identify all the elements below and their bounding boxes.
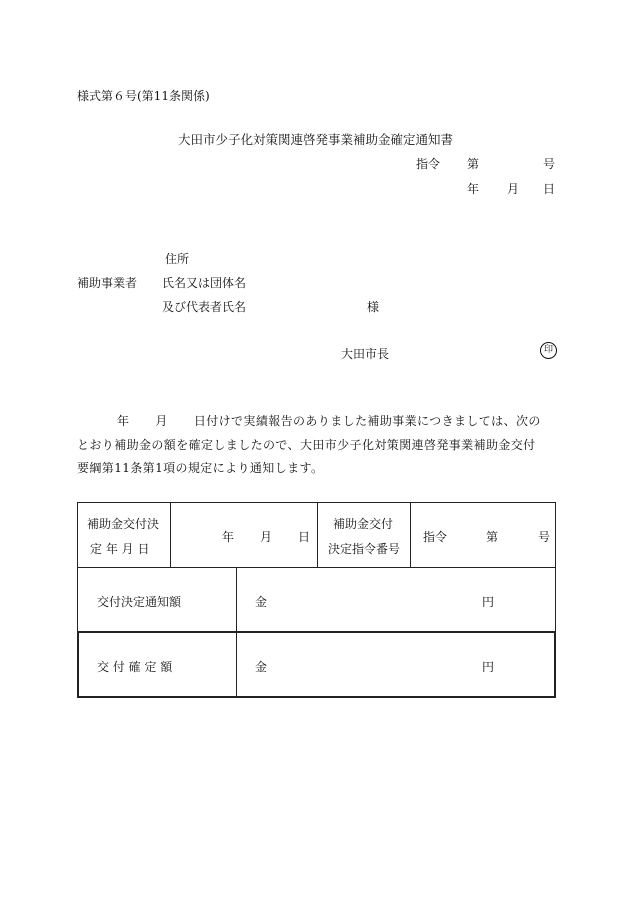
table-row-divider-1 [77, 567, 556, 568]
confirmed-amount-yen: 円 [482, 660, 495, 674]
body-month: 月 [155, 414, 168, 428]
representative-label: 及び代表者氏名 [162, 300, 247, 314]
issuer-name: 大田市長 [341, 347, 390, 361]
doc-number-prefix: 指令 [416, 157, 441, 171]
decision-number-dai: 第 [486, 530, 499, 544]
document-title: 大田市少子化対策関連啓発事業補助金確定通知書 [178, 132, 454, 147]
amount-table [77, 502, 556, 698]
doc-date-month: 月 [507, 182, 520, 196]
body-line-2: とおり補助金の額を確定しましたので、大田市少子化対策関連啓発事業補助金交付 [77, 437, 536, 452]
bold-row-bottom [77, 696, 556, 698]
doc-date-day: 日 [543, 182, 556, 196]
decision-number-prefix: 指令 [423, 530, 448, 544]
decision-date-year: 年 [222, 530, 235, 544]
decision-date-day: 日 [298, 530, 311, 544]
body-year: 年 [117, 414, 130, 428]
bold-row-right [554, 631, 556, 698]
table-col-divider-a [170, 502, 171, 567]
doc-date-year: 年 [467, 182, 480, 196]
body-line-1 [77, 410, 557, 434]
body-text [77, 410, 557, 481]
bold-row-top [77, 631, 556, 633]
notified-amount-yen: 円 [482, 595, 495, 609]
decision-number-label-1: 補助金交付 [333, 517, 394, 531]
name-label: 氏名又は団体名 [162, 276, 247, 290]
bold-row-left [77, 631, 79, 698]
decision-number-go: 号 [538, 530, 551, 544]
address-label: 住所 [165, 252, 190, 266]
seal-icon: 印 [540, 342, 557, 359]
body-line-1-rest: 日付けで実績報告のありました補助事業につきましては、次の [193, 414, 541, 428]
doc-number-dai: 第 [467, 157, 480, 171]
table-col-divider-b [317, 502, 318, 567]
confirmed-amount-label: 交 付 確 定 額 [97, 660, 173, 674]
decision-date-month: 月 [260, 530, 273, 544]
decision-number-label-2: 決定指令番号 [328, 542, 401, 556]
business-label: 補助事業者 [77, 276, 138, 290]
honorific: 様 [367, 300, 380, 314]
table-col-divider-c [410, 502, 411, 567]
doc-number-go: 号 [543, 157, 556, 171]
notified-amount-label: 交付決定通知額 [97, 595, 182, 609]
notified-amount-kin: 金 [255, 595, 268, 609]
decision-date-label-1: 補助金交付決 [87, 517, 160, 531]
body-line-3: 要綱第11条第1項の規定により通知します。 [77, 461, 324, 475]
decision-date-label-2: 定 年 月 日 [90, 542, 150, 556]
confirmed-amount-kin: 金 [255, 660, 268, 674]
form-number: 様式第６号(第11条関係) [77, 89, 210, 103]
